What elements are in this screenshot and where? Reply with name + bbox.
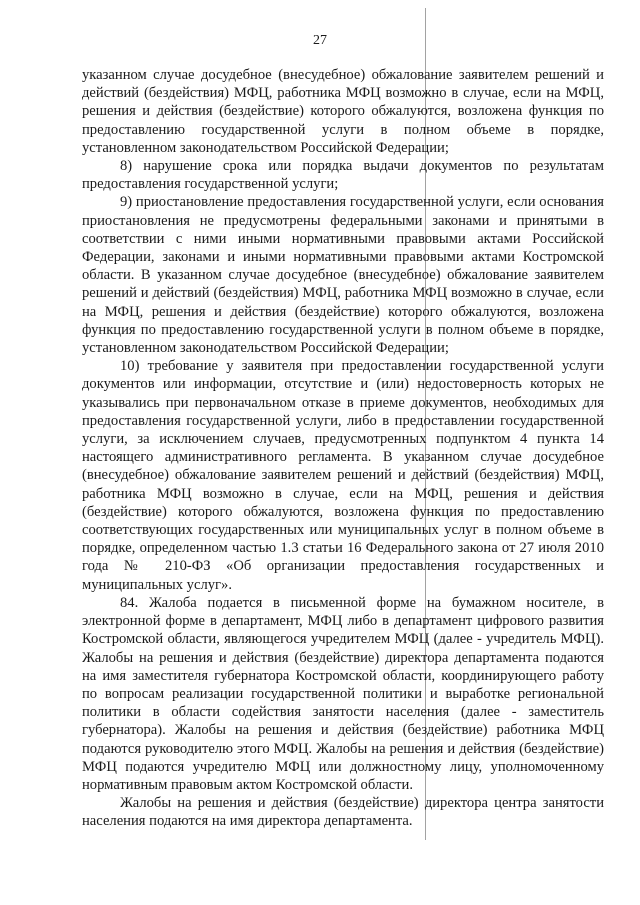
document-body	[82, 66, 604, 831]
paragraph-clause-84: 84. Жалоба подается в письменной форме на бумажном носителе, в электронной форме в департамент, МФЦ либо в департамент цифрового развития Костромской области, являющегося учредителем МФЦ (далее - учредитель МФЦ). Жалобы на решения и действия (бездействие) директора департамента подаются на имя заместителя губернатора Костромской области, координирующего работу по вопросам реализации государственной политики и выработке региональной политики в области содействия занятости населения (далее - заместитель губернатора). Жалобы на решения и действия (бездействие) работника МФЦ подаются руководителю этого МФЦ. Жалобы на решения и действия (бездействие) МФЦ подаются учредителю МФЦ или должностному лицу, уполномоченному нормативным правовым актом Костромской области.	[82, 594, 604, 793]
paragraph-continuation: указанном случае досудебное (внесудебное) обжалование заявителем решений и действий (бездействия) МФЦ, работника МФЦ возможно в случае, если на МФЦ, решения и действия (бездействие) которого обжалуются, возложена функция по предоставлению государственной услуги в полном объеме в порядке, установленном законодательством Российской Федерации;	[82, 67, 604, 156]
paragraph-item-8: 8) нарушение срока или порядка выдачи документов по результатам предоставления государственной услуги;	[82, 158, 604, 193]
paragraph-item-9: 9) приостановление предоставления государственной услуги, если основания приостановления не предусмотрены федеральными законами и принятыми в соответствии с ними иными нормативными правовыми актами Российской Федерации, законами и иными нормативными правовыми актами Костромской области. В указанном случае досудебное (внесудебное) обжалование заявителем решений и действий (бездействия) МФЦ, работника МФЦ возможно в случае, если на МФЦ, решения и действия (бездействие) которого обжалуются, возложена функция по предоставлению государственной услуги в полном объеме в порядке, установленном законодательством Российской Федерации;	[82, 194, 604, 357]
paragraph-item-10: 10) требование у заявителя при предоставлении государственной услуги документов или информации, отсутствие и (или) недостоверность которых не указывались при первоначальном отказе в приеме документов, необходимых для предоставления государственной услуги, либо в предоставлении государственной услуги, за исключением случаев, предусмотренных подпунктом 4 пункта 14 настоящего административного регламента. В указанном случае досудебное (внесудебное) обжалование заявителем решений и действий (бездействия) МФЦ, работника МФЦ возможно в случае, если на МФЦ, решения и действия (бездействие) которого обжалуются, возложена функция по предоставлению соответствующих государственных или муниципальных услуг в полном объеме в порядке, определенном частью 1.3 статьи 16 Федерального закона от 27 июля 2010 года № 210-ФЗ «Об организации предоставления государственных и муниципальных услуг».	[82, 358, 604, 593]
page-number: 27	[313, 33, 327, 48]
paragraph-complaints-director: Жалобы на решения и действия (бездействие) директора центра занятости населения подаются на имя директора департамента.	[82, 795, 604, 830]
